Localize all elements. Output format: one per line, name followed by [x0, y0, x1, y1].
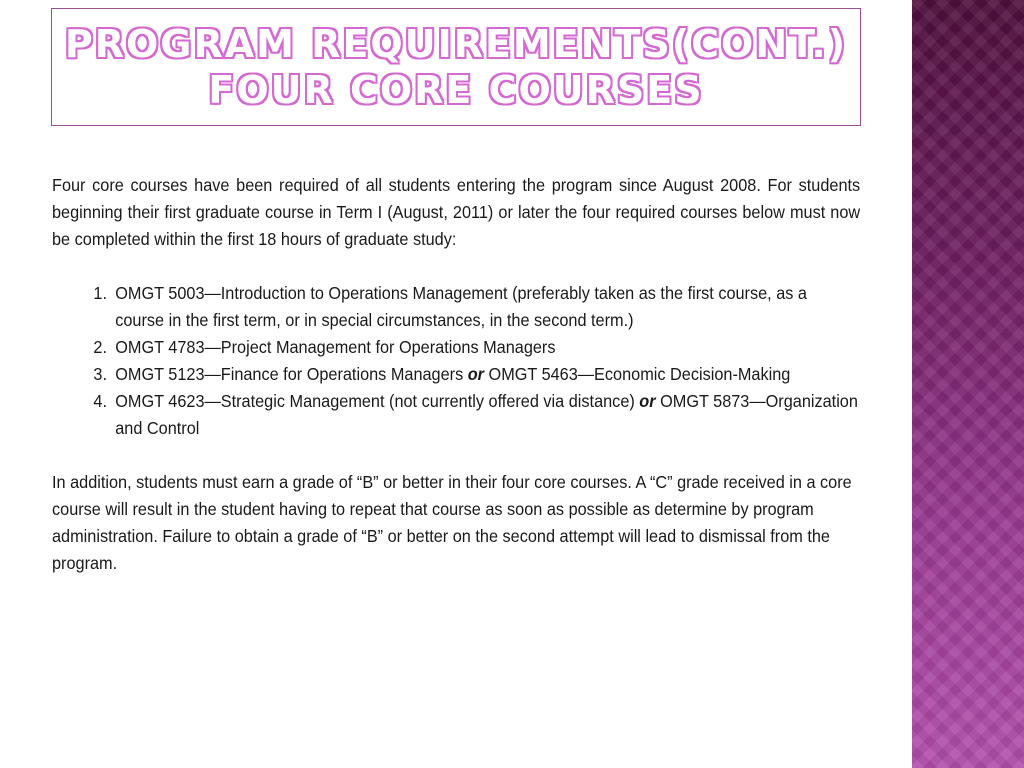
intro-paragraph: Four core courses have been required of all students entering the program since August 2008. For students beginning their first graduate course in Term I (August, 2011) or later the four required courses below must now be completed within the first 18 hours of graduate study:: [52, 175, 861, 249]
course-text: OMGT 5003—Introduction to Operations Management (preferably taken as the first course, as a course in the first term, or in special circumstances, in the second term.): [115, 283, 807, 330]
course-text-part-b: OMGT 5463—Economic Decision-Making: [484, 364, 791, 384]
closing-paragraph: In addition, students must earn a grade of “B” or better in their four core courses. A “C” grade received in a core course will result in the student having to repeat that course as soon as possible as determine by program administration. Failure to obtain a grade of “B” or better on the second attempt will lead to dismissal from the program.: [52, 472, 852, 573]
course-text-part-b: OMGT 5873—Organization and Control: [115, 391, 858, 438]
slide-title-line-1: PROGRAM REQUIREMENTS(CONT.): [64, 22, 848, 66]
or-word: or: [467, 364, 485, 384]
slide-body: [52, 172, 860, 577]
course-text-part-a: OMGT 4623—Strategic Management (not currently offered via distance): [115, 391, 640, 411]
core-course-list: [52, 280, 860, 442]
course-item: [112, 361, 861, 388]
or-word: or: [639, 391, 656, 411]
course-item: [112, 334, 861, 361]
course-text: OMGT 4783—Project Management for Operations Managers: [115, 337, 556, 357]
course-item: [112, 280, 861, 334]
title-box: [51, 8, 861, 126]
decorative-side-bar: [912, 0, 1024, 768]
course-text-part-a: OMGT 5123—Finance for Operations Managers: [115, 364, 468, 384]
slide-title-line-2: FOUR CORE COURSES: [208, 68, 704, 112]
course-item: [112, 388, 861, 442]
